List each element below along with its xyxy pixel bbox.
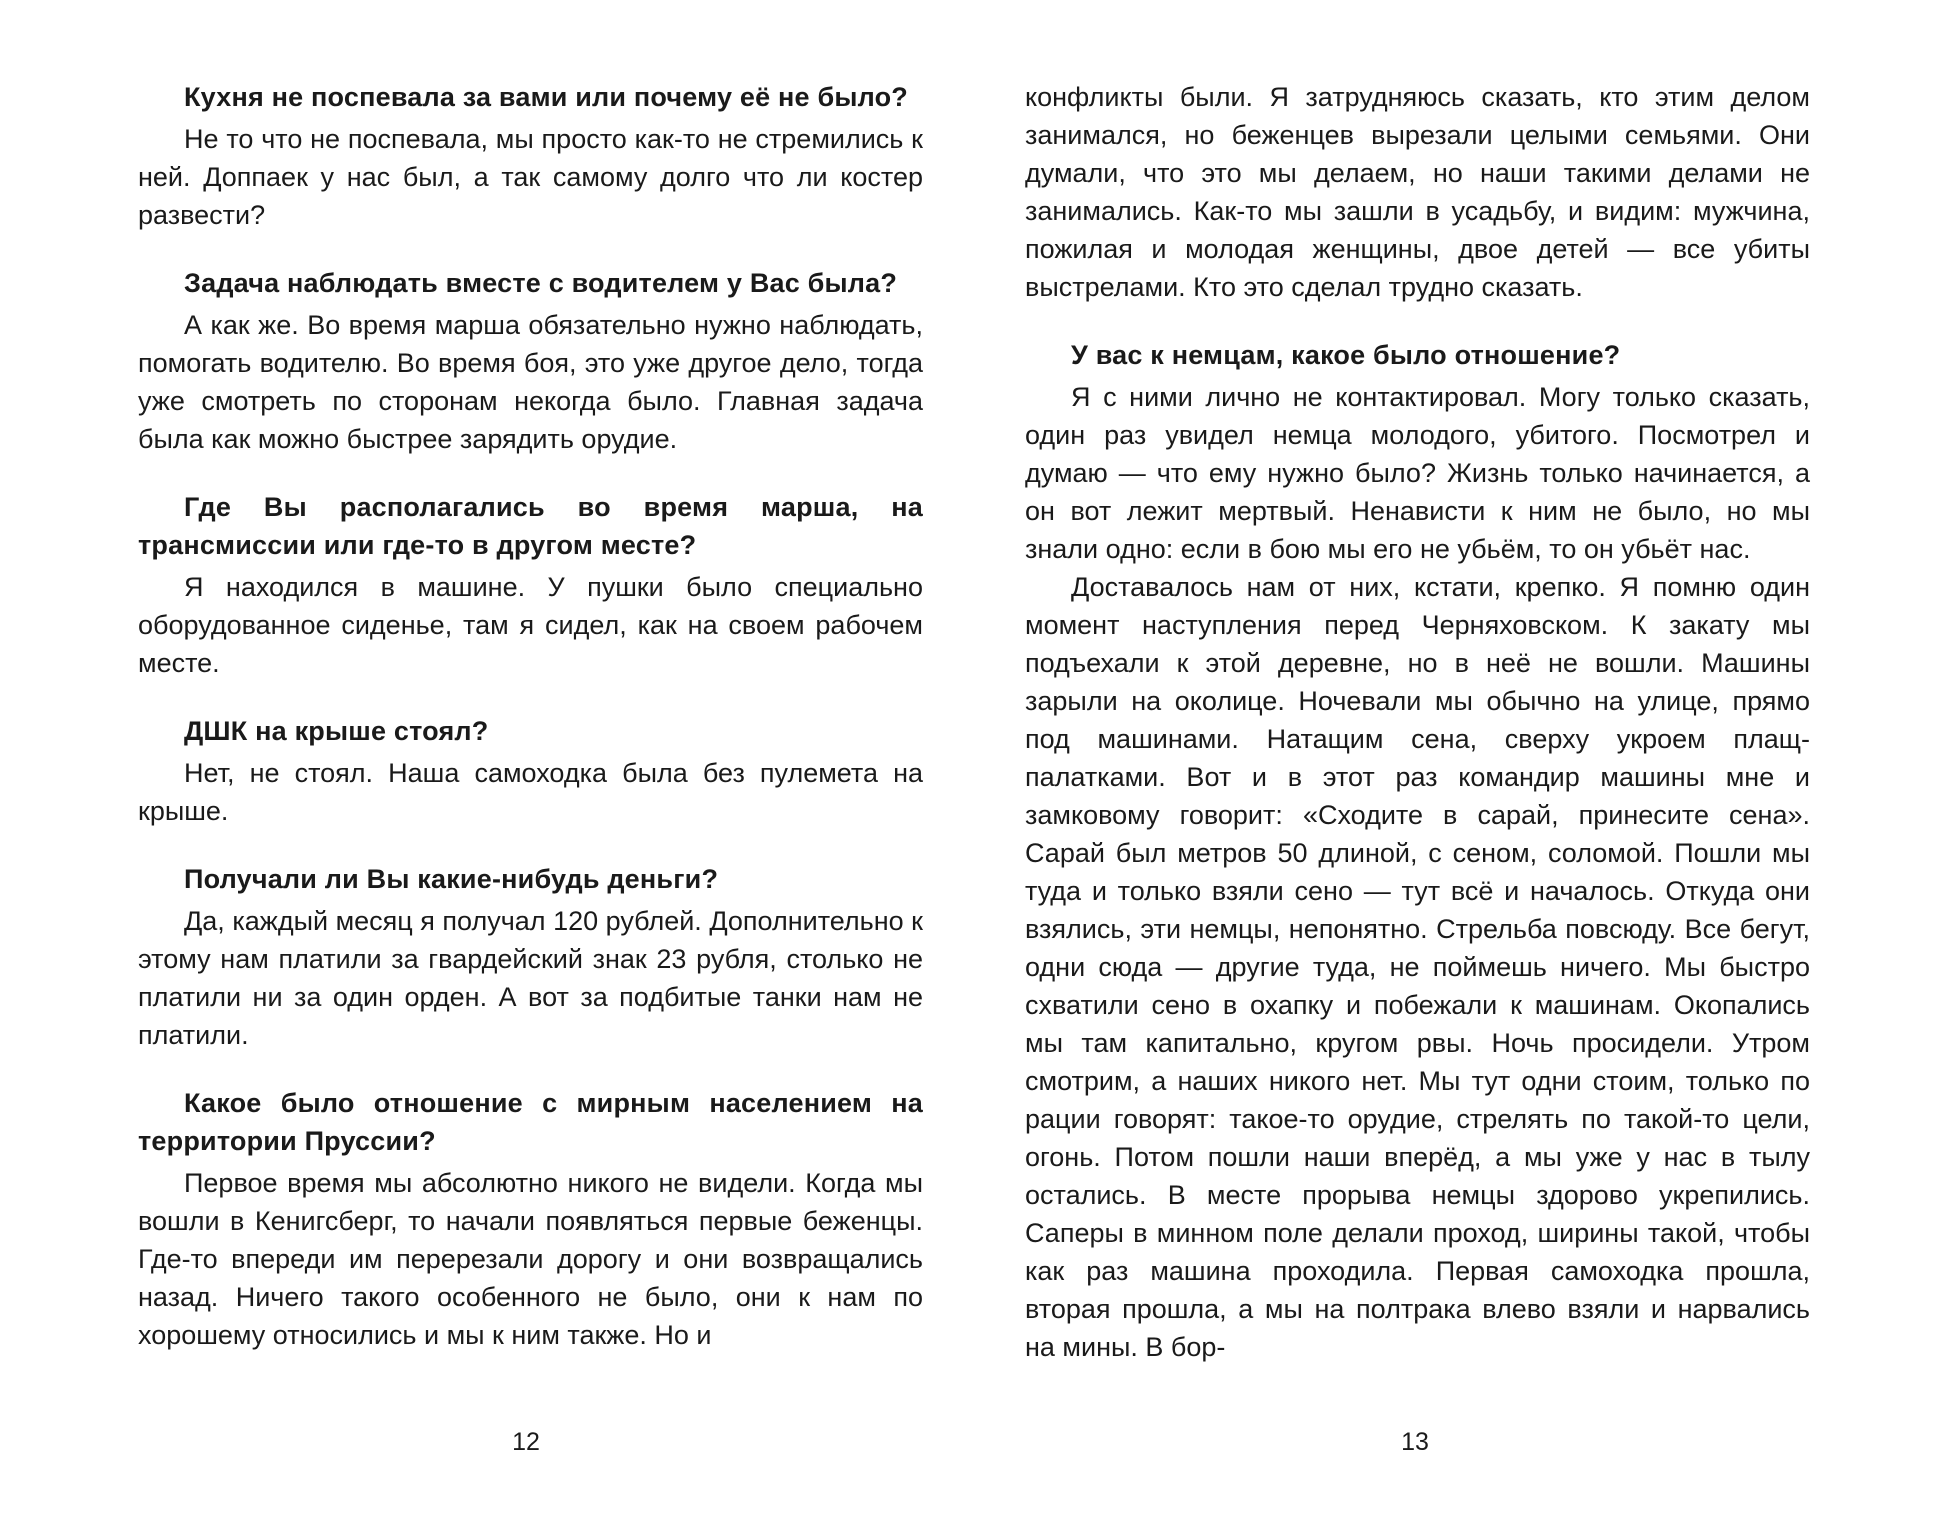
answer-chernyakhovsk: Доставалось нам от них, кстати, крепко. Я помню один момент наступления перед Черняховском. К закату мы подъехали к этой деревне, но в неё не вошли. Машины зарыли на околице. Ночевали мы обычно на улице, прямо под машинами. Натащим сена, сверху укроем плащ-палатками. Вот и в этот раз командир машины мне и замковому говорит: «Сходите в сарай, принесите сена». Сарай был метров 50 длиной, с сеном, соломой. Пошли мы туда и только взяли сено — тут всё и началось. Откуда они взялись, эти немцы, непонятно. Стрельба повсюду. Все бегут, одни сюда — другие туда, не поймешь ничего. Мы быстро схватили сено в охапку и побежали к машинам. Окопались мы там капитально, кругом рвы. Ночь просидели. Утром смотрим, а наших никого нет. Мы тут одни стоим, только по рации говорят: такое-то орудие, стрелять по такой-то цели, огонь. Потом пошли наши вперёд, а мы уже у нас в тылу остались. В месте прорыва немцы здорово укрепились. Саперы в минном поле делали проход, ширины такой, чтобы как раз машина проходила. Первая самоходка прошла, вторая прошла, а мы на полтрака влево взяли и нарвались на мины. В бор- [1025,572,1810,1362]
question-civilians: Какое было отношение с мирным населением на территории Пруссии? [138,1088,923,1156]
question-germans: У вас к немцам, какое было отношение? [1071,340,1621,370]
left-page [138,78,923,1354]
answer-civilians: Первое время мы абсолютно никого не видели. Когда мы вошли в Кенигсберг, то начали появляться первые беженцы. Где-то впереди им перерезали дорогу и они возвращались назад. Ничего такого особенного не было, они к нам по хорошему относились и мы к ним также. Но и [138,1168,923,1350]
right-page [1025,78,1810,1366]
answer-dshk: Нет, не стоял. Наша самоходка была без пулемета на крыше. [138,758,923,826]
answer-continuation: конфликты были. Я затрудняюсь сказать, кто этим делом занимался, но беженцев вырезали целыми семьями. Они думали, что это мы делаем, но наши такими делами не занимались. Как-то мы зашли в усадьбу, и видим: мужчина, пожилая и молодая женщины, двое детей — все убиты выстрелами. Кто это сделал трудно сказать. [1025,82,1810,302]
page-number-right: 13 [1401,1428,1429,1456]
answer-observe: А как же. Во время марша обязательно нужно наблюдать, помогать водителю. Во время боя, это уже другое дело, тогда уже смотреть по сторонам некогда было. Главная задача была как можно быстрее зарядить орудие. [138,310,923,454]
page-number-left: 12 [512,1428,540,1456]
question-observe: Задача наблюдать вместе с водителем у Вас была? [184,268,898,298]
question-kitchen: Кухня не поспевала за вами или почему её не было? [184,82,908,112]
answer-kitchen: Не то что не поспевала, мы просто как-то не стремились к ней. Доппаек у нас был, а так самому долго что ли костер развести? [138,124,923,230]
answer-money: Да, каждый месяц я получал 120 рублей. Дополнительно к этому нам платили за гвардейский знак 23 рубля, столько не платили ни за один орден. А вот за подбитые танки нам не платили. [138,906,923,1050]
question-dshk: ДШК на крыше стоял? [184,716,489,746]
question-money: Получали ли Вы какие-нибудь деньги? [184,864,719,894]
question-position: Где Вы располагались во время марша, на трансмиссии или где-то в другом месте? [138,492,923,560]
answer-germans: Я с ними лично не контактировал. Могу только сказать, один раз увидел немца молодого, убитого. Посмотрел и думаю — что ему нужно было? Жизнь только начинается, а он вот лежит мертвый. Ненависти к ним не было, но мы знали одно: если в бою мы его не убьём, то он убьёт нас. [1025,382,1810,564]
answer-position: Я находился в машине. У пушки было специально оборудованное сиденье, там я сидел, как на своем рабочем месте. [138,572,923,678]
